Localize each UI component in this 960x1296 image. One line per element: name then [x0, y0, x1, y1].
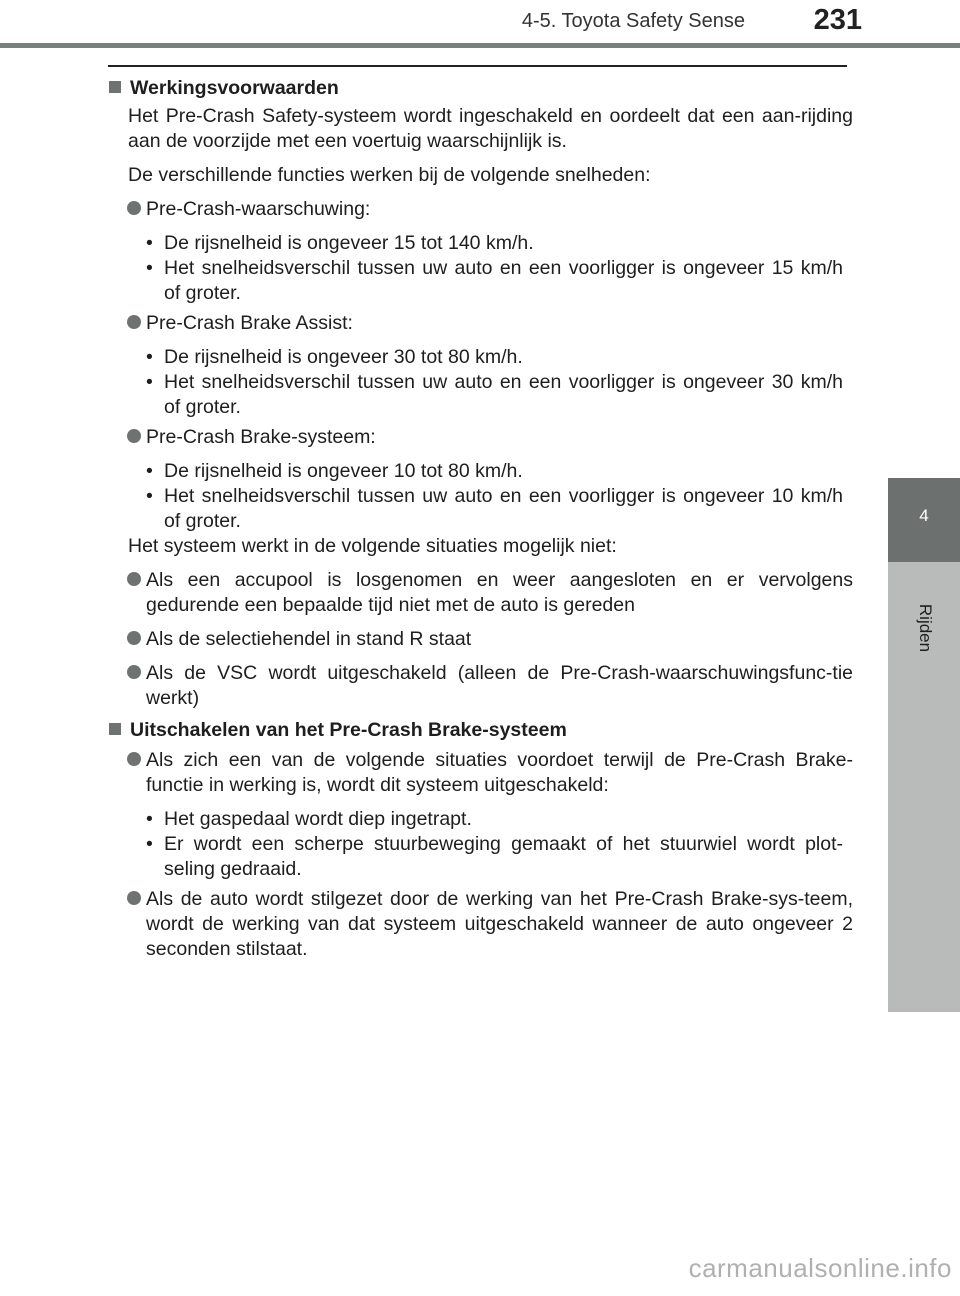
- round-bullet-icon: [127, 752, 141, 766]
- list-item-text: Als de VSC wordt uitgeschakeld (alleen de Pre-Crash-waarschuwingsfunc-tie werkt): [146, 662, 853, 709]
- small-bullet-icon: •: [146, 371, 153, 393]
- paragraph: Het systeem werkt in de volgende situaties mogelijk niet:: [128, 535, 617, 557]
- list-item: [108, 627, 853, 652]
- list-item: [108, 425, 853, 450]
- sub-item-text: De rijsnelheid is ongeveer 30 tot 80 km/h.: [164, 346, 523, 368]
- sub-item-text: De rijsnelheid is ongeveer 15 tot 140 km/h.: [164, 232, 534, 254]
- round-bullet-icon: [127, 572, 141, 586]
- sub-list-item: [108, 807, 853, 832]
- list-item-text: Als zich een van de volgende situaties voordoet terwijl de Pre-Crash Brake-functie in werking is, wordt dit systeem uitgeschakeld:: [146, 749, 853, 796]
- section-heading: [108, 76, 853, 101]
- sub-item-text: Het gaspedaal wordt diep ingetrapt.: [164, 808, 472, 830]
- page-number: 231: [813, 4, 862, 36]
- sub-item-text: Het snelheidsverschil tussen uw auto en een voorligger is ongeveer 15 km/h of groter.: [164, 257, 843, 304]
- round-bullet-icon: [127, 665, 141, 679]
- small-bullet-icon: •: [146, 833, 153, 855]
- small-bullet-icon: •: [146, 808, 153, 830]
- list-item: [108, 661, 853, 711]
- section-heading-text: Uitschakelen van het Pre-Crash Brake-systeem: [130, 719, 567, 741]
- content-top-rule: [108, 65, 847, 67]
- round-bullet-icon: [127, 631, 141, 645]
- sub-list-item: [108, 370, 853, 420]
- chapter-title-tab: [910, 603, 940, 653]
- sub-item-text: De rijsnelheid is ongeveer 10 tot 80 km/h.: [164, 460, 523, 482]
- section-heading: [108, 718, 853, 743]
- list-item: [108, 887, 853, 962]
- square-bullet-icon: [109, 81, 121, 93]
- chapter-tab: [888, 478, 960, 562]
- watermark-text: carmanualsonline.info: [688, 1253, 952, 1283]
- list-item-text: Als de auto wordt stilgezet door de werking van het Pre-Crash Brake-sys-teem, wordt de werking van dat systeem uitgeschakeld wanneer de auto ongeveer 2 seconden stilstaat.: [146, 888, 853, 960]
- chapter-title: Rijden: [916, 603, 935, 653]
- sub-list-item: [108, 231, 853, 256]
- list-item: [108, 748, 853, 798]
- sub-list-item: [108, 345, 853, 370]
- sub-list-item: [108, 459, 853, 484]
- paragraph: Het Pre-Crash Safety-systeem wordt ingeschakeld en oordeelt dat een aan-rijding aan de voorzijde met een voertuig waarschijnlijk is.: [128, 105, 853, 152]
- list-item: [108, 568, 853, 618]
- paragraph: De verschillende functies werken bij de volgende snelheden:: [128, 164, 651, 186]
- round-bullet-icon: [127, 891, 141, 905]
- list-item-text: Als een accupool is losgenomen en weer aangesloten en er vervolgens gedurende een bepaalde tijd niet met de auto is gereden: [146, 569, 853, 616]
- sub-item-text: Er wordt een scherpe stuurbeweging gemaakt of het stuurwiel wordt plot-seling gedraaid.: [164, 833, 843, 880]
- list-item: [108, 197, 853, 222]
- page-content: [108, 76, 853, 962]
- round-bullet-icon: [127, 429, 141, 443]
- small-bullet-icon: •: [146, 232, 153, 254]
- section-heading-text: Werkingsvoorwaarden: [130, 77, 339, 99]
- header-rule: [0, 43, 960, 48]
- list-item-text: Als de selectiehendel in stand R staat: [146, 628, 472, 650]
- list-item-text: Pre-Crash Brake-systeem:: [146, 426, 376, 448]
- section-title: 4-5. Toyota Safety Sense: [521, 10, 745, 32]
- sub-list-item: [108, 256, 853, 306]
- round-bullet-icon: [127, 315, 141, 329]
- round-bullet-icon: [127, 201, 141, 215]
- sub-list-item: [108, 832, 853, 882]
- square-bullet-icon: [109, 723, 121, 735]
- list-item-text: Pre-Crash Brake Assist:: [146, 312, 353, 334]
- small-bullet-icon: •: [146, 485, 153, 507]
- list-item-text: Pre-Crash-waarschuwing:: [146, 198, 371, 220]
- chapter-number: 4: [919, 506, 929, 525]
- list-item: [108, 311, 853, 336]
- small-bullet-icon: •: [146, 346, 153, 368]
- sub-item-text: Het snelheidsverschil tussen uw auto en een voorligger is ongeveer 10 km/h of groter.: [164, 485, 843, 532]
- sub-item-text: Het snelheidsverschil tussen uw auto en een voorligger is ongeveer 30 km/h of groter.: [164, 371, 843, 418]
- sub-list-item: [108, 484, 853, 534]
- small-bullet-icon: •: [146, 460, 153, 482]
- small-bullet-icon: •: [146, 257, 153, 279]
